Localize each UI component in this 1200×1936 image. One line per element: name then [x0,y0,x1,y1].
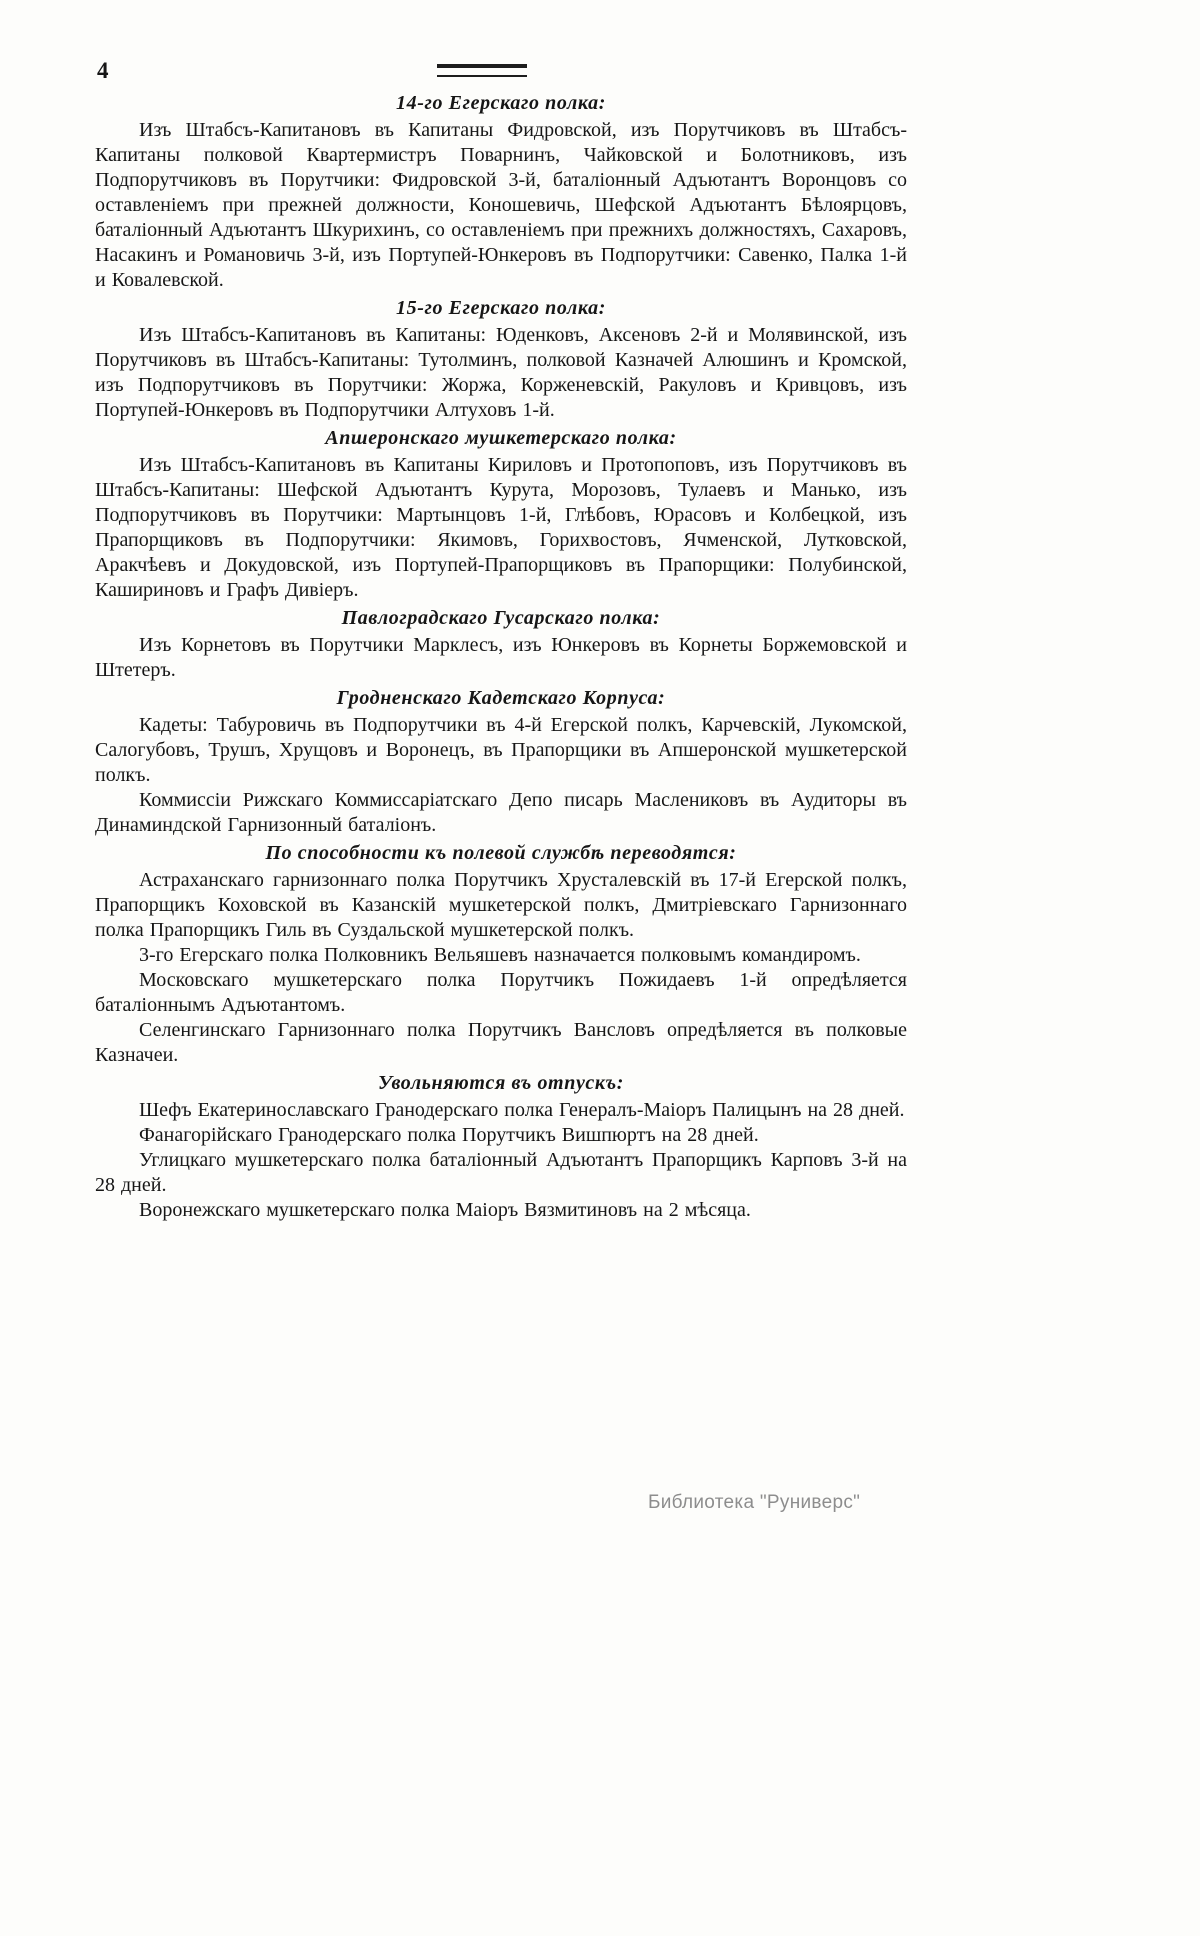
header-double-rule [437,64,527,77]
text-block [95,88,907,1223]
section-heading-grodno-corps: Гродненскаго Кадетскаго Корпуса: [336,687,666,709]
paragraph: Изъ Штабсъ-Капитановъ въ Капитаны: Юденковъ, Аксеновъ 2-й и Молявинской, изъ Порутчиковъ въ Штабсъ-Капитаны: Тутолминъ, полковой Казначей Алюшинъ и Кромской, изъ Подпорутчиковъ въ Порутчики: Жоржа, Корженевскій, Ракуловъ и Кривцовъ, изъ Портупей-Юнкеровъ въ Подпорутчики Алтуховъ 1-й. [95,324,907,421]
paragraph: Шефъ Екатеринославскаго Гранодерскаго полка Генералъ-Маіоръ Палицынъ на 28 дней. [139,1099,905,1121]
section-heading-leave-dismissals: Увольняются въ отпускъ: [377,1072,625,1094]
paragraph: Астраханскаго гарнизоннаго полка Порутчикъ Хрусталевскій въ 17-й Егерской полкъ, Прапорщикъ Коховской въ Казанскій мушкетерской полкъ, Дмитріевскаго Гарнизоннаго полка Прапорщикъ Гиль въ Суздальской мушкетерской полкъ. [95,869,907,941]
paragraph: Изъ Штабсъ-Капитановъ въ Капитаны Фидровской, изъ Порутчиковъ въ Штабсъ-Капитаны полковой Квартермистръ Поварнинъ, Чайковской и Болотниковъ, изъ Подпорутчиковъ въ Порутчики: Фидровской 3-й, баталіонный Адъютантъ Воронцовъ со оставленіемъ при прежней должности, Коношевичь, Шефской Адъютантъ Бѣлоярцовъ, баталіонный Адъютантъ Шкурихинъ, со оставленіемъ при прежнихъ должностяхъ, Сахаровъ, Насакинъ и Романовичь 3-й, изъ Портупей-Юнкеровъ въ Подпорутчики: Савенко, Палка 1-й и Ковалевской. [95,119,907,291]
paragraph: Селенгинскаго Гарнизоннаго полка Порутчикъ Вансловъ опредѣляется въ полковые Казначеи. [95,1019,907,1066]
paragraph: Изъ Штабсъ-Капитановъ въ Капитаны Кириловъ и Протопоповъ, изъ Порутчиковъ въ Штабсъ-Капитаны: Шефской Адъютантъ Курута, Морозовъ, Тулаевъ и Манько, изъ Подпорутчиковъ въ Порутчики: Мартынцовъ 1-й, Глѣбовъ, Юрасовъ и Колбецкой, изъ Прапорщиковъ въ Подпорутчики: Якимовъ, Горихвостовъ, Ячменской, Лутковской, Аракчѣевъ и Докудовской, изъ Портупей-Прапорщиковъ въ Прапорщики: Полубинской, Кашириновъ и Графъ Дивіеръ. [95,454,907,601]
paragraph: Московскаго мушкетерскаго полка Порутчикъ Пожидаевъ 1-й опредѣляется баталіоннымъ Адъютантомъ. [95,969,907,1016]
paragraph: Коммиссіи Рижскаго Коммиссаріатскаго Депо писарь Маслениковъ въ Аудиторы въ Динаминдской Гарнизонный баталіонъ. [95,789,907,836]
paragraph: 3-го Егерскаго полка Полковникъ Вельяшевъ назначается полковымъ командиромъ. [139,944,861,966]
section-heading-apsheron-regiment: Апшеронскаго мушкетерскаго полка: [325,427,677,449]
paragraph: Фанагорійскаго Гранодерскаго полка Порутчикъ Вишпюртъ на 28 дней. [139,1124,759,1146]
page-number: 4 [97,58,110,83]
section-heading-regiment-15: 15-го Егерскаго полка: [396,297,606,319]
section-heading-regiment-14: 14-го Егерскаго полка: [396,92,606,114]
section-heading-field-service-transfers: По способности къ полевой службѣ переводятся: [265,842,737,864]
paragraph: Кадеты: Табуровичь въ Подпорутчики въ 4-й Егерской полкъ, Карчевскій, Лукомской, Салогубовъ, Трушъ, Хрущовъ и Воронецъ, въ Прапорщики въ Апшеронской мушкетерской полкъ. [95,714,907,786]
paragraph: Углицкаго мушкетерскаго полка баталіонный Адъютантъ Прапорщикъ Карповъ 3-й на 28 дней. [95,1149,907,1196]
paragraph: Изъ Корнетовъ въ Порутчики Марклесъ, изъ Юнкеровъ въ Корнеты Боржемовской и Штетеръ. [95,634,907,681]
section-heading-pavlograd-regiment: Павлоградскаго Гусарскаго полка: [341,607,661,629]
library-watermark: Библиотека "Руниверс" [648,1492,861,1513]
paragraph: Воронежскаго мушкетерскаго полка Маіоръ Вязмитиновъ на 2 мѣсяца. [139,1199,751,1221]
